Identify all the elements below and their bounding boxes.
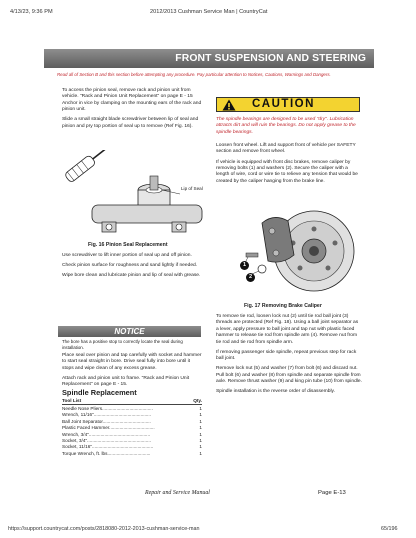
paragraph: If removing passenger side spindle, repeat previous step for rack ball joint.	[216, 349, 357, 362]
tool-qty: 1	[199, 418, 202, 424]
fig17-caption: Fig. 17 Removing Brake Caliper	[244, 303, 322, 309]
paragraph: Loosen front wheel. Lift and support front of vehicle per SAFETY section and remove front wheel.	[216, 143, 356, 155]
tool-qty: 1	[199, 431, 202, 437]
tool-qty: 1	[199, 412, 202, 418]
right-tie-rod-steps	[216, 314, 362, 400]
tool-qty: 1	[199, 406, 202, 411]
fig17-illustration	[232, 203, 366, 297]
paragraph: Wipe bore clean and lubricate pinion and lip of seal with grease.	[62, 273, 201, 279]
tool-name: Needle Nose Pliers.......................................	[62, 406, 153, 411]
footer-manual-title: Repair and Service Manual	[145, 490, 210, 496]
warning-triangle-icon	[222, 99, 236, 111]
paragraph: Use screwdriver to lift inner portion of seal up and off pinion.	[62, 253, 192, 258]
left-intro	[62, 88, 202, 134]
spindle-heading: Spindle Replacement	[62, 388, 137, 397]
paragraph: To access the pinion seal, remove rack and pinion unit from vehicle. "Rack and Pinion Unit Replacement" on page E - 15 Anchor in vice by clamping on the mounting ears of the rack and pinion unit.	[62, 88, 202, 113]
tool-name: Socket, 11/16"...............................................	[62, 444, 154, 450]
fig16-caption: Fig. 16 Pinion Seal Replacement	[88, 242, 168, 248]
tool-name: Torque Wrench, ft. lbs.................................	[62, 450, 151, 456]
notice-text: The bore has a positive stop to correctly locate the seal during installation.	[62, 339, 183, 350]
section-banner: FRONT SUSPENSION AND STEERING	[44, 49, 374, 68]
notice-label: NOTICE	[114, 327, 145, 336]
caution-text: The spindle bearings are designed to be used "dry". Lubrication attracts dirt and will ruin the bearings. Do not apply grease to the spindle bearings.	[216, 117, 356, 135]
paragraph: To remove tie rod, loosen lock nut (2) until tie rod ball joint (3) threads are protected (Ref Fig. 18). Using a ball joint separator as a lever, apply pressure to ball joint and tap nut with plastic faced hammer to release tie rod from spindle arm (4). Remove nut from tie rod and tie rod from spindle arm.	[216, 314, 359, 345]
print-url: https://support.countrycat.com/posts/2818080-2012-2013-cushman-service-man	[8, 526, 200, 532]
paragraph: Place seal over pinion and tap carefully with socket and hammer to start seal straight in bore. Drive seal fully into bore until it stops and wipe clean of any excess grease.	[62, 353, 202, 371]
paragraph: If vehicle is equipped with front disc brakes, remove caliper by removing bolts (1) and washers (2). Secure the caliper with a length of wire, cord or wire tie to relieve any tension that would be created by the caliper hanging from the brake line.	[216, 159, 358, 184]
paragraph: Slide a small straight blade screwdriver between lip of seal and pinion and pry top portion of seal up to remove (Ref Fig. 16).	[62, 117, 199, 129]
print-page-title: 2012/2013 Cushman Service Man | CountryCat	[150, 9, 268, 15]
tool-qty: 1	[199, 450, 202, 456]
caution-label: CAUTION	[252, 98, 315, 110]
tool-name: Ball Joint Separator.....................................	[62, 418, 151, 424]
fig16-illustration	[62, 150, 207, 240]
tool-name: Wrench, 11/16"............................................	[62, 412, 152, 418]
tool-row	[62, 451, 202, 457]
callout-2: 2	[246, 273, 255, 282]
footer-page-number: Page E-13	[318, 490, 346, 496]
tool-qty: 1	[199, 425, 202, 431]
right-steps	[216, 143, 362, 189]
warning-line: Read all of Section B and this section before attempting any procedure. Pay particular attention to Notices, Cautions, Warnings and Dangers.	[57, 72, 331, 77]
lip-seal-label: Lip of Seal	[181, 186, 203, 191]
print-page-count: 65/196	[381, 526, 398, 532]
left-install	[62, 353, 202, 393]
tool-name: Socket, 3/4".................................................	[62, 438, 151, 443]
paragraph: Attach rack and pinion unit to frame. "Rack and Pinion Unit Replacement" on page E - 15.	[62, 376, 190, 388]
tool-qty-header: Qty.	[193, 398, 202, 403]
tool-name: Wrench, 3/4"...............................................	[62, 431, 151, 437]
paragraph: Remove lock nut (5) and washer (7) from bolt (6) and discard nut. Pull bolt (6) and washer (8) from spindle and separate spindle from axle. Remove thrust washer (9) and king pin tube (10) from spindle.	[216, 366, 362, 385]
callout-1: 1	[240, 261, 249, 270]
left-steps	[62, 253, 202, 284]
paragraph: Spindle installation is the reverse order of disassembly.	[216, 389, 335, 395]
tool-list-header	[62, 398, 202, 405]
tool-qty: 1	[199, 438, 202, 443]
paragraph: Check pinion surface for roughness and sand lightly if needed.	[62, 263, 198, 269]
tool-name: Plastic Faced Hammer...................................	[62, 425, 155, 431]
tool-list-title: Tool List	[62, 398, 82, 403]
tool-qty: 1	[199, 444, 202, 450]
print-datetime: 4/13/23, 9:36 PM	[10, 9, 53, 15]
